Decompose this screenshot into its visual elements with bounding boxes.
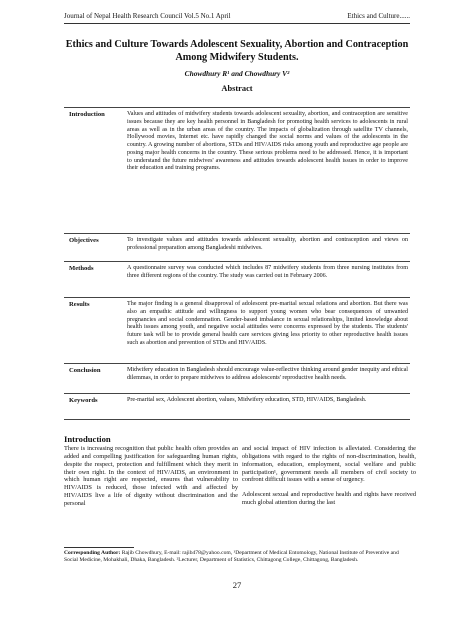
footnote-label: Corresponding Author: xyxy=(64,550,121,556)
section-name: Ethics and Culture...... xyxy=(347,12,410,20)
body-column-right xyxy=(242,445,416,507)
introduction-heading: Introduction xyxy=(64,434,111,444)
abstract-label: Introduction xyxy=(69,111,105,118)
journal-name: Journal of Nepal Health Research Council Vol.5 No.1 April xyxy=(64,12,231,20)
author-line: Chowdhury R¹ and Chowdhury V² xyxy=(184,69,290,78)
abstract-label: Conclusion xyxy=(69,367,101,374)
body-paragraph: There is increasing recognition that public health often provides an added and compelling justification for safeguarding human rights, despite the respect, protection and fulfillment which they merit in their own right. In the context of HIV/AIDS, an environment in which human right are respected, ensures that vulnerability to HIV/AIDS is reduced, those infected with and affected by HIV/AIDS live a life of dignity without discrimination and the personal xyxy=(64,445,238,507)
header-rule xyxy=(64,23,410,24)
abstract-bottom-rule xyxy=(64,419,410,420)
body-paragraph: and social impact of HIV infection is alleviated. Considering the obligations with regard to the rights of non-discrimination, health, information, education, employment, social welfare and public participation¹, government needs all members of civil society to confront difficult issues with a sense of urgency. xyxy=(242,445,416,484)
abstract-row-objectives xyxy=(64,233,410,262)
abstract-row-results xyxy=(64,297,410,364)
footnote-rule xyxy=(64,547,134,548)
running-head xyxy=(64,12,410,20)
abstract-label: Keywords xyxy=(69,397,98,404)
abstract-row-introduction xyxy=(64,107,410,234)
corresponding-author-footnote xyxy=(64,550,410,564)
article-title: Ethics and Culture Towards Adolescent Sexuality, Abortion and Contraception Among Midwifery Students. xyxy=(65,39,409,63)
abstract-text: The major finding is a general disapproval of adolescent pre-marital sexual relations and abortion. But there was also an empathic attitude and willingness to support young women who bear consequences of unwanted pregnancies and social condemnation. Gender-based imbalance in sexual relationships, limited knowledge about health issues among youth, and negative social attitudes were concerns expressed by the students. The students' future task will be to provide general health care services giving less priority to other reproductive health issues such as abortion and prevention of STDs and HIV/AIDS. xyxy=(127,301,408,346)
abstract-row-methods xyxy=(64,261,410,298)
abstract-row-conclusion xyxy=(64,363,410,394)
page-number: 27 xyxy=(232,580,242,590)
abstract-heading: Abstract xyxy=(221,84,253,93)
body-column-left xyxy=(64,445,238,508)
abstract-text: Values and attitudes of midwifery students towards adolescent sexuality, abortion, and contraception are sensitive issues because they are key health personnel in Bangladesh for promoting health services to adolescents in rural areas as well as in the urban areas of the country. The impacts of globalization through satellite TV channels, Hollywood movies, Internet etc. have rapidly changed the social norms and values of the adolescents in the country. A growing number of abortions, STDs and HIV/AIDS risks among youth and reproductive age people are posing major health concerns in the country. These serious problems need to be addressed. Hence, it is important to understand the future midwives' awareness and attitudes towards adolescent health issues in order to improve their education and training programs. xyxy=(127,111,408,172)
abstract-label: Methods xyxy=(69,265,94,272)
abstract-text: A questionnaire survey was conducted which includes 87 midwifery students from three nursing institutes from three different regions of the country. The study was carried out in February 2006. xyxy=(127,265,408,279)
abstract-text: Pre-marital sex, Adolescent abortion, values, Midwifery education, STD, HIV/AIDS, Bangladesh. xyxy=(127,397,367,403)
abstract-label: Results xyxy=(69,301,90,308)
abstract-label: Objectives xyxy=(69,237,99,244)
body-paragraph: Adolescent sexual and reproductive health and rights have received much global attention during the last xyxy=(242,491,416,507)
footnote-text: Rajib Chowdhury, E-mail: rajib478@yahoo.com, ¹Department of Medical Entomology, National Institute of Preventive and Social Medicine, Mohakhali, Dhaka, Bangladesh. ²Lecturer, Department of Statistics, Chittagong College, Chittagong, Bangladesh. xyxy=(64,550,399,564)
abstract-text: Midwifery education in Bangladesh should encourage value-reflective thinking around gender inequity and ethical dilemmas, in order to prepare midwives to address adolescents' reproductive health needs. xyxy=(127,367,408,381)
abstract-row-keywords xyxy=(64,393,410,420)
abstract-text: To investigate values and attitudes towards adolescent sexuality, abortion and contraception and views on professional preparation among Bangladeshi midwives. xyxy=(127,237,408,251)
